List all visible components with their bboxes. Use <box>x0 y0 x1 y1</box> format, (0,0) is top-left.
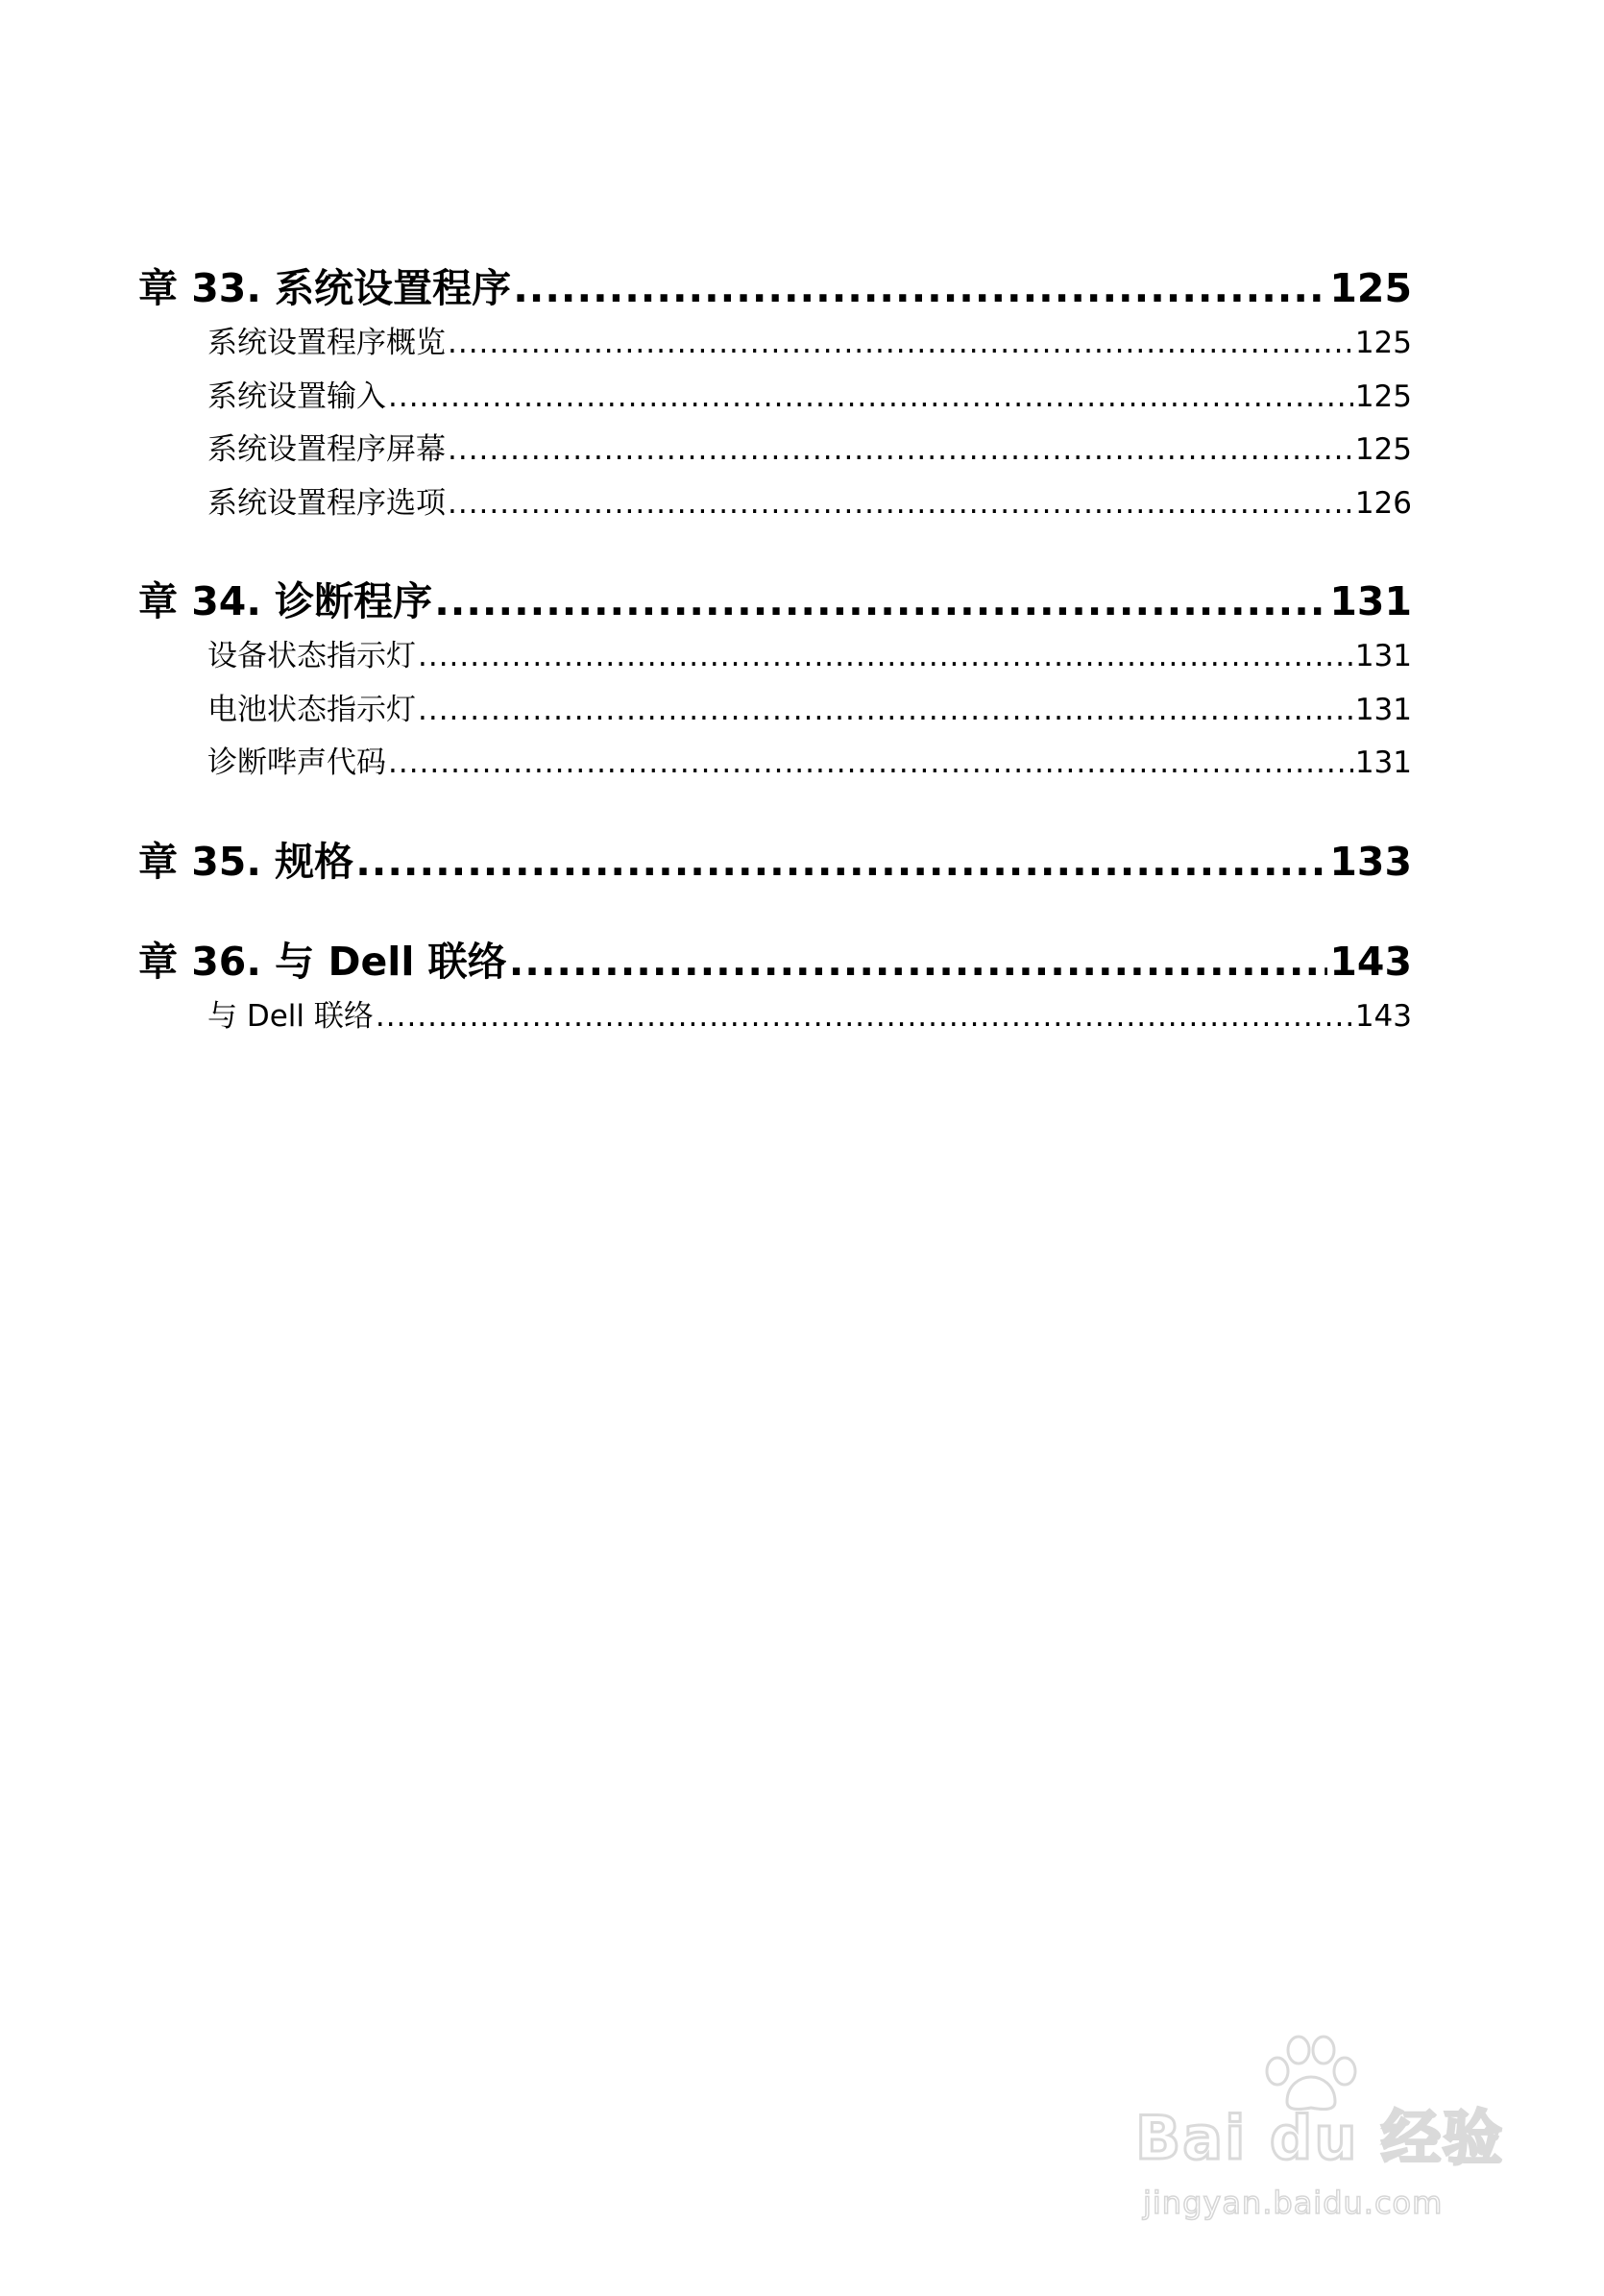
dot-leader <box>388 371 1353 425</box>
section-title: 系统设置输入 <box>207 379 386 414</box>
spacer <box>138 530 1412 573</box>
chapter-title: 章 35. 规格 <box>138 838 354 885</box>
page-number: 131 <box>1354 692 1412 727</box>
page-number: 125 <box>1354 379 1412 414</box>
dot-leader <box>509 933 1328 990</box>
toc-chapter-35[interactable] <box>138 833 1412 891</box>
watermark-url: jingyan.baidu.com <box>1143 2185 1444 2221</box>
toc-entry[interactable] <box>138 630 1412 684</box>
watermark-logo-text: Bai du 经验 <box>1135 2103 1505 2173</box>
toc-chapter-33[interactable] <box>138 259 1412 317</box>
dot-leader <box>448 424 1353 477</box>
dot-leader <box>355 833 1327 891</box>
page-number: 133 <box>1329 838 1412 885</box>
dot-leader <box>418 684 1353 738</box>
page-number: 126 <box>1354 485 1412 521</box>
page-number: 125 <box>1354 326 1412 360</box>
dot-leader <box>376 990 1353 1044</box>
toc-entry[interactable] <box>138 477 1412 531</box>
toc-entry[interactable] <box>138 371 1412 425</box>
dot-leader <box>448 477 1353 531</box>
section-title: 电池状态指示灯 <box>207 692 416 727</box>
section-title: 系统设置程序概览 <box>207 326 446 360</box>
chapter-title: 章 36. 与 Dell 联络 <box>138 938 507 985</box>
page-number: 125 <box>1354 432 1412 467</box>
dot-leader <box>434 573 1327 630</box>
toc-chapter-34[interactable] <box>138 573 1412 630</box>
section-title: 与 Dell 联络 <box>207 998 374 1034</box>
toc-entry[interactable] <box>138 684 1412 738</box>
toc-entry[interactable] <box>138 990 1412 1044</box>
toc-entry[interactable] <box>138 424 1412 477</box>
section-title: 诊断哔声代码 <box>207 745 386 780</box>
page-number: 131 <box>1354 639 1412 673</box>
dot-leader <box>448 317 1353 371</box>
chapter-title: 章 33. 系统设置程序 <box>138 265 512 311</box>
page-number: 143 <box>1354 998 1412 1034</box>
baidu-jingyan-watermark <box>1135 2035 1519 2246</box>
chapter-title: 章 34. 诊断程序 <box>138 578 433 624</box>
toc-entry[interactable] <box>138 737 1412 791</box>
section-title: 系统设置程序屏幕 <box>207 432 446 467</box>
section-title: 系统设置程序选项 <box>207 485 446 521</box>
page-number: 125 <box>1329 265 1412 311</box>
spacer <box>138 891 1412 933</box>
page-number: 131 <box>1329 578 1412 624</box>
page-number: 131 <box>1354 745 1412 780</box>
dot-leader <box>388 737 1353 791</box>
spacer <box>138 791 1412 833</box>
toc-entry[interactable] <box>138 317 1412 371</box>
toc-chapter-36[interactable] <box>138 933 1412 990</box>
dot-leader <box>513 259 1327 317</box>
page-number: 143 <box>1329 938 1412 985</box>
section-title: 设备状态指示灯 <box>207 639 416 673</box>
table-of-contents <box>138 259 1412 1043</box>
dot-leader <box>418 630 1353 684</box>
